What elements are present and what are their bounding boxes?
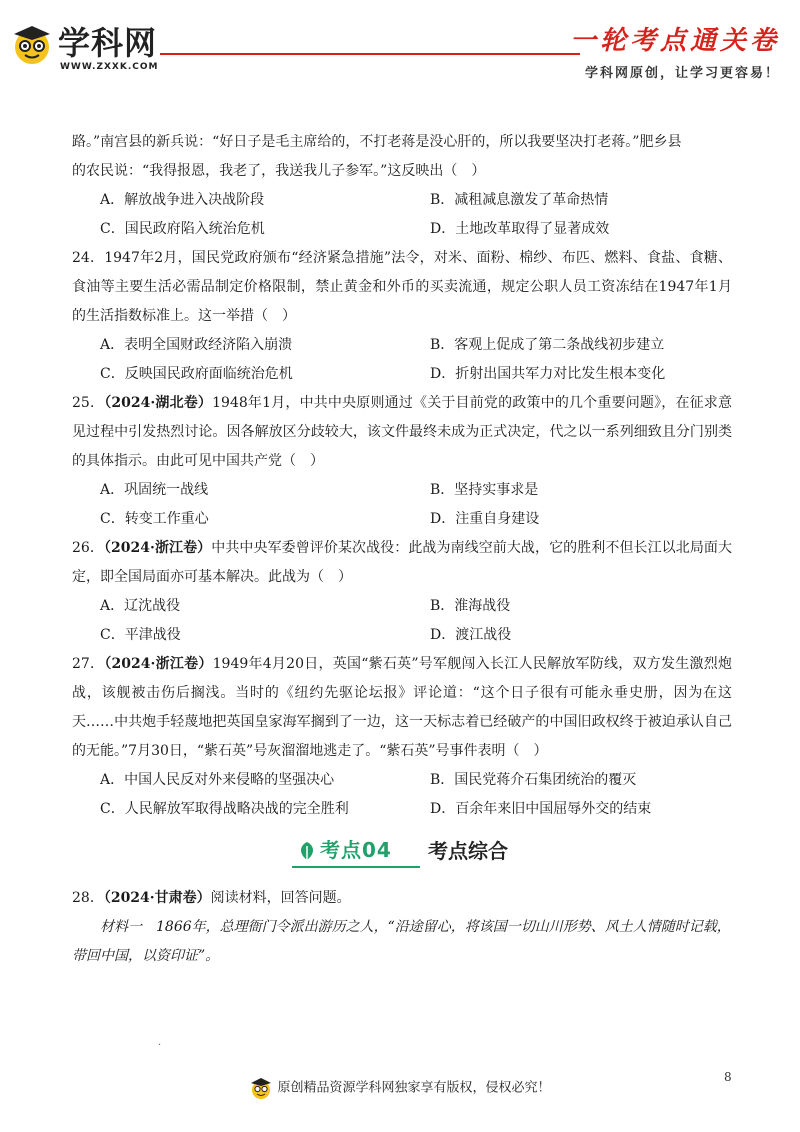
- page-number: 8: [724, 1070, 732, 1084]
- section-heading: [72, 830, 732, 884]
- question-number: 28．: [72, 890, 104, 906]
- option-d: D．渡江战役: [430, 627, 512, 643]
- mascot-logo-icon: [10, 22, 54, 66]
- option-a: A．中国人民反对外来侵略的坚强决心: [100, 772, 335, 788]
- page-header: [0, 0, 800, 100]
- question-text: [72, 650, 732, 766]
- material-1: 材料一 1866年，总理衙门令派出游历之人，“沿途留心，将该国一切山川形势、风土人情随时记载，带回中国，以资印证”。: [72, 919, 731, 964]
- stray-dot: ·: [158, 1040, 162, 1051]
- option-d: D．注重自身建设: [430, 511, 540, 527]
- header-divider: [160, 53, 580, 55]
- options-list: [72, 476, 732, 534]
- option-d: D．百余年来旧中国屈辱外交的结束: [430, 801, 652, 817]
- section-title: 考点综合: [428, 839, 508, 863]
- question-26: [72, 534, 732, 650]
- option-b: B．客观上促成了第二条战线初步建立: [430, 337, 665, 353]
- option-c: C．人民解放军取得战略决战的完全胜利: [100, 801, 349, 817]
- series-title: 一轮考点通关卷: [569, 26, 780, 56]
- mascot-footer-icon: [249, 1076, 273, 1100]
- question-number: 27．: [72, 656, 105, 672]
- question-body: 1949年4月20日，英国“紫石英”号军舰闯入长江人民解放军防线，双方发生激烈炮战，该舰被击伤后搁浅。当时的《纽约先驱论坛报》评论道：“这个日子很有可能永垂史册，因为在这天……中共炮手轻蔑地把英国皇家海军搁到了一边，这一天标志着已经破产的中国旧政权终于被迫承认自己的无能。”7月30日，“紫石英”号灰溜溜地逃走了。“紫石英”号事件表明（ ）: [72, 656, 732, 759]
- question-source: （2024·甘肃卷）: [103, 890, 211, 906]
- option-a: A．解放战争进入决战阶段: [100, 192, 265, 208]
- question-text: [72, 534, 732, 592]
- question-25: [72, 389, 732, 534]
- option-c: C．转变工作重心: [100, 511, 209, 527]
- options-list: [72, 592, 732, 650]
- question-27: [72, 650, 732, 824]
- option-b: B．淮海战役: [430, 598, 511, 614]
- option-b: B．坚持实事求是: [430, 482, 539, 498]
- option-b: B．国民党蒋介石集团统治的覆灭: [430, 772, 637, 788]
- options-list: [72, 331, 732, 389]
- question-source: （2024·湖北卷）: [104, 395, 213, 411]
- option-a: A．表明全国财政经济陷入崩溃: [100, 337, 293, 353]
- option-c: C．反映国民政府面临统治危机: [100, 366, 293, 382]
- section-underline: [292, 866, 420, 868]
- options-list: [72, 186, 732, 244]
- leaf-icon: [296, 840, 318, 862]
- question-28: [72, 884, 732, 971]
- question-text: 的农民说：“我得报恩，我老了，我送我儿子参军。”这反映出（ ）: [72, 163, 486, 179]
- question-text: 24．1947年2月，国民党政府颁布“经济紧急措施”法令，对米、面粉、棉纱、布匹、燃料、食盐、食糖、食油等主要生活必需品制定价格限制，禁止黄金和外币的买卖流通，规定公职人员工资冻结在1947年1月的生活指数标准上。这一举措（ ）: [72, 250, 732, 324]
- section-badge: 考点04: [320, 838, 392, 862]
- question-23-tail: [72, 128, 732, 244]
- option-a: A．辽沈战役: [100, 598, 181, 614]
- question-number: 25．: [72, 395, 105, 411]
- option-c: C．平津战役: [100, 627, 181, 643]
- options-list: [72, 766, 732, 824]
- option-b: B．减租减息激发了革命热情: [430, 192, 609, 208]
- question-body: 1948年1月，中共中央原则通过《关于目前党的政策中的几个重要问题》，在征求意见过程中引发热烈讨论。因各解放区分歧较大，该文件最终未成为正式决定，代之以一系列细致且分门别类的具体指示。由此可见中国共产党（ ）: [72, 395, 732, 469]
- page-content: [72, 128, 732, 971]
- question-body: 阅读材料，回答问题。: [210, 890, 351, 906]
- question-number: 26．: [72, 540, 104, 556]
- option-c: C．国民政府陷入统治危机: [100, 221, 265, 237]
- option-d: D．土地改革取得了显著成效: [430, 221, 610, 237]
- question-source: （2024·浙江卷）: [103, 540, 212, 556]
- logo-text: 学科网: [58, 24, 158, 62]
- page-footer: [0, 1076, 800, 1100]
- copyright-text: 原创精品资源学科网独家享有版权，侵权必究！: [277, 1080, 551, 1096]
- option-a: A．巩固统一战线: [100, 482, 209, 498]
- logo-url: WWW.ZXXK.COM: [60, 62, 159, 72]
- question-source: （2024·浙江卷）: [104, 656, 213, 672]
- option-d: D．折射出国共军力对比发生根本变化: [430, 366, 666, 382]
- question-text: [72, 884, 732, 913]
- question-24: [72, 244, 732, 389]
- question-body: 中共中央军委曾评价某次战役：此战为南线空前大战，它的胜利不但长江以北局面大定，即全国局面亦可基本解决。此战为（ ）: [72, 540, 732, 585]
- question-text: [72, 389, 732, 476]
- question-text: 路。”南宫县的新兵说：“好日子是毛主席给的，不打老蒋是没心肝的，所以我要坚决打老蒋。”肥乡县: [72, 134, 682, 150]
- slogan: 学科网原创，让学习更容易！: [584, 66, 780, 81]
